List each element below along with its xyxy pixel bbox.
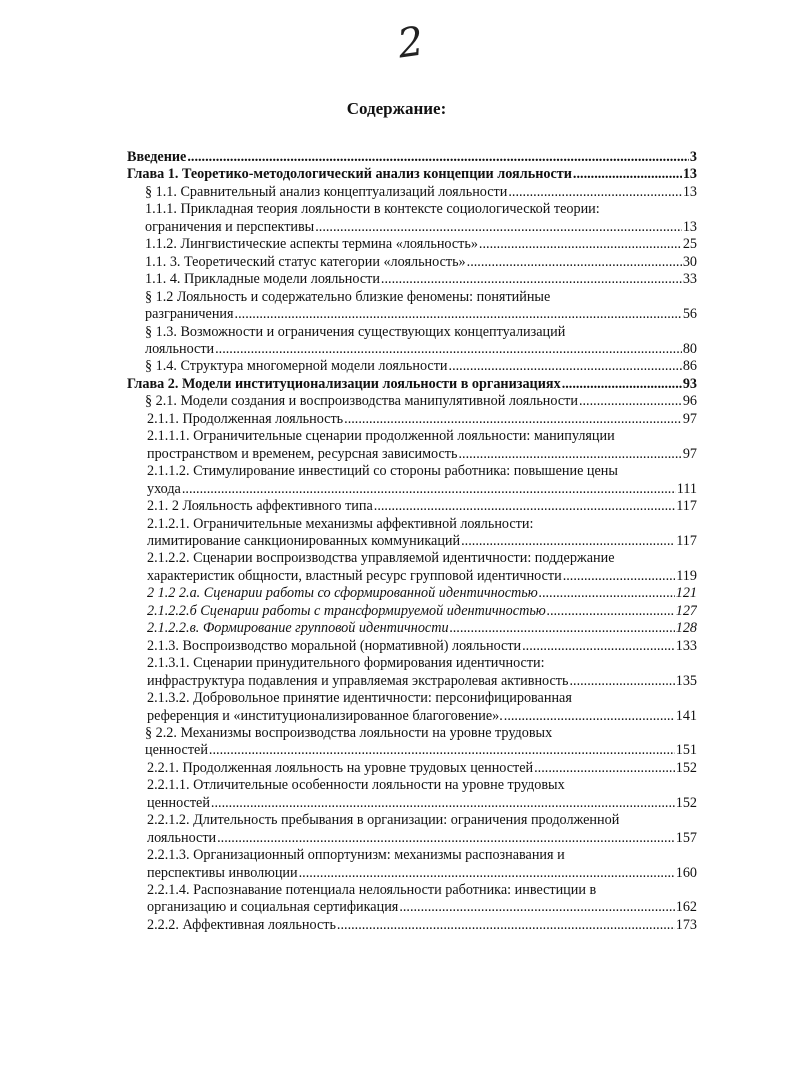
toc-entry[interactable] <box>127 585 697 602</box>
toc-leader-dots <box>458 446 681 463</box>
toc-entry-text: 1.1. 4. Прикладные модели лояльности <box>145 271 380 288</box>
toc-page-number: 133 <box>675 637 697 654</box>
toc-page-number: 152 <box>675 759 697 776</box>
toc-entry-text: 2.1.3.1. Сценарии принудительного формирования идентичности: <box>147 655 545 672</box>
toc-entry[interactable] <box>127 550 697 585</box>
toc-entry[interactable] <box>127 184 697 201</box>
toc-entry-text: 2.2.1.1. Отличительные особенности лояльности на уровне трудовых <box>147 777 565 794</box>
toc-page-number: 160 <box>675 864 697 881</box>
page-title: Содержание: <box>346 99 447 118</box>
toc-entry[interactable] <box>127 254 697 271</box>
toc-entry-text: ценностей <box>145 742 208 759</box>
toc-entry-text: референция и «институционализированное благоговение». <box>147 707 503 724</box>
toc-leader-dots <box>569 673 674 690</box>
toc-entry[interactable] <box>127 760 697 777</box>
toc-entry-text: ценностей <box>147 794 210 811</box>
toc-page-number: 25 <box>682 236 697 253</box>
toc-page-number: 13 <box>682 166 697 183</box>
toc-entry-text: 2.1. 2 Лояльность аффективного типа <box>147 498 373 515</box>
toc-page-number: 93 <box>682 375 697 392</box>
toc-entry-text: § 2.2. Механизмы воспроизводства лояльности на уровне трудовых <box>145 724 553 741</box>
toc-entry[interactable] <box>127 271 697 288</box>
toc-leader-dots <box>381 271 682 288</box>
toc-entry-text: Глава 2. Модели институционализации лояльности в организациях <box>127 375 561 392</box>
page-number: 2 <box>394 18 427 68</box>
toc-page-number: 117 <box>676 498 697 515</box>
toc-leader-dots <box>209 742 675 759</box>
toc-page-number: 30 <box>682 253 697 270</box>
toc-leader-dots <box>539 585 675 602</box>
toc-page-number: 96 <box>682 393 697 410</box>
toc-page-number: 86 <box>682 358 697 375</box>
toc-entry[interactable] <box>127 393 697 410</box>
toc-page-number: 141 <box>675 707 697 724</box>
toc-leader-dots <box>479 236 682 253</box>
toc-entry-text: разграничения <box>145 306 234 323</box>
toc-entry-text: 2.2.1.2. Длительность пребывания в организации: ограничения продолженной <box>147 812 620 829</box>
toc-entry[interactable] <box>127 638 697 655</box>
toc-entry[interactable] <box>127 725 697 760</box>
toc-leader-dots <box>534 760 675 777</box>
toc-leader-dots <box>450 620 675 637</box>
toc-leader-dots <box>461 533 675 550</box>
toc-entry[interactable] <box>127 376 697 393</box>
toc-leader-dots <box>467 254 682 271</box>
toc-page-number: 111 <box>676 480 697 497</box>
toc-entry[interactable] <box>127 777 697 812</box>
toc-leader-dots <box>215 341 682 358</box>
toc-entry[interactable] <box>127 289 697 324</box>
toc-entry-text: 2.1.3.2. Добровольное принятие идентичности: персонифицированная <box>147 690 572 707</box>
toc-page-number: 97 <box>682 445 697 462</box>
toc-page-number: 97 <box>682 410 697 427</box>
toc-entry-text: 2.1.1.1. Ограничительные сценарии продолженной лояльности: манипуляции <box>147 428 615 445</box>
toc-page-number: 80 <box>682 340 697 357</box>
toc-leader-dots <box>211 795 675 812</box>
toc-entry-text: перспективы инволюции <box>147 864 298 881</box>
toc-entry-text: 2.2.1.4. Распознавание потенциала нелояльности работника: инвестиции в <box>147 882 597 899</box>
toc-leader-dots <box>399 899 674 916</box>
toc-leader-dots <box>187 149 689 166</box>
table-of-contents <box>127 149 697 934</box>
toc-leader-dots <box>235 306 682 323</box>
toc-leader-dots <box>337 917 675 934</box>
toc-entry[interactable] <box>127 847 697 882</box>
toc-entry-text: § 1.1. Сравнительный анализ концептуализаций лояльности <box>145 183 508 200</box>
toc-entry[interactable] <box>127 498 697 515</box>
toc-entry[interactable] <box>127 358 697 375</box>
toc-leader-dots <box>299 865 675 882</box>
toc-leader-dots <box>217 830 675 847</box>
toc-leader-dots <box>547 603 675 620</box>
toc-page-number: 117 <box>676 532 697 549</box>
toc-entry[interactable] <box>127 236 697 253</box>
toc-page-number: 13 <box>682 218 697 235</box>
toc-entry-text: § 1.4. Структура многомерной модели лояльности <box>145 358 448 375</box>
toc-page-number: 152 <box>675 794 697 811</box>
toc-entry-text: 2.1.2.2.в. Формирование групповой идентичности <box>147 620 449 637</box>
toc-entry-text: 2.2.2. Аффективная лояльность <box>147 916 336 933</box>
toc-leader-dots <box>562 376 682 393</box>
toc-entry-text: § 1.2 Лояльность и содержательно близкие феномены: понятийные <box>145 288 551 305</box>
toc-leader-dots <box>579 393 682 410</box>
toc-entry[interactable] <box>127 166 697 183</box>
toc-page-number: 121 <box>675 585 697 602</box>
toc-leader-dots <box>315 219 682 236</box>
toc-page-number: 3 <box>689 149 697 165</box>
toc-entry-text: Глава 1. Теоретико-методологический анализ концепции лояльности <box>127 166 572 183</box>
toc-page-number: 33 <box>682 271 697 288</box>
toc-leader-dots <box>344 411 682 428</box>
toc-page-number: 127 <box>675 602 697 619</box>
toc-entry-text: 1.1. 3. Теоретический статус категории «лояльность» <box>145 253 466 270</box>
toc-entry-text: § 2.1. Модели создания и воспроизводства манипулятивной лояльности <box>145 393 578 410</box>
toc-entry[interactable] <box>127 603 697 620</box>
toc-entry-text: 2.1.2.2. Сценарии воспроизводства управляемой идентичности: поддержание <box>147 550 615 567</box>
toc-page-number: 119 <box>676 567 697 584</box>
toc-entry-text: инфраструктура подавления и управляемая экстраролевая активность <box>147 672 569 689</box>
toc-entry[interactable] <box>127 428 697 463</box>
toc-entry-text: 2.1.1. Продолженная лояльность <box>147 410 344 427</box>
toc-entry-text: организацию и социальная сертификация <box>147 899 399 916</box>
toc-entry[interactable] <box>127 149 697 166</box>
toc-page-number: 162 <box>675 899 697 916</box>
toc-entry-text: 2.1.1.2. Стимулирование инвестиций со стороны работника: повышение цены <box>147 463 618 480</box>
toc-leader-dots <box>522 638 675 655</box>
toc-entry[interactable] <box>127 655 697 690</box>
toc-leader-dots <box>573 166 682 183</box>
toc-entry-text: 2.1.3. Воспроизводство моральной (нормативной) лояльности <box>147 637 522 654</box>
toc-entry-text: лимитирование санкционированных коммуникаций <box>147 532 461 549</box>
toc-entry-text: ухода <box>147 480 181 497</box>
toc-leader-dots <box>563 568 676 585</box>
toc-entry-text: 1.1.2. Лингвистические аспекты термина «лояльность» <box>145 236 478 253</box>
toc-page-number: 128 <box>675 620 697 637</box>
toc-leader-dots <box>374 498 675 515</box>
toc-entry-text: 2.1.2.1. Ограничительные механизмы аффективной лояльности: <box>147 515 534 532</box>
toc-entry[interactable] <box>127 411 697 428</box>
toc-leader-dots <box>504 708 675 725</box>
toc-leader-dots <box>508 184 681 201</box>
toc-leader-dots <box>449 358 682 375</box>
toc-entry-text: 2.1.2.2.б Сценарии работы с трансформируемой идентичностью <box>147 602 546 619</box>
toc-entry[interactable] <box>127 324 697 359</box>
toc-entry-text: ограничения и перспективы <box>145 218 315 235</box>
toc-leader-dots <box>182 481 676 498</box>
toc-entry-text: 2.2.1. Продолженная лояльность на уровне трудовых ценностей <box>147 759 534 776</box>
toc-entry[interactable] <box>127 690 697 725</box>
toc-entry-text: Введение <box>127 149 187 165</box>
toc-entry[interactable] <box>127 620 697 637</box>
toc-entry[interactable] <box>127 201 697 236</box>
toc-entry-text: 2 1.2 2.а. Сценарии работы со сформированной идентичностью <box>147 585 538 602</box>
toc-entry[interactable] <box>127 882 697 917</box>
toc-page-number: 151 <box>675 742 697 759</box>
toc-entry-text: пространством и временем, ресурсная зависимость <box>147 445 458 462</box>
toc-entry-text: лояльности <box>147 829 217 846</box>
toc-entry[interactable] <box>127 917 697 934</box>
toc-entry[interactable] <box>127 463 697 498</box>
toc-entry-text: характеристик общности, властный ресурс групповой идентичности <box>147 567 562 584</box>
toc-entry-text: 2.2.1.3. Организационный оппортунизм: механизмы распознавания и <box>147 847 565 864</box>
toc-entry[interactable] <box>127 812 697 847</box>
toc-entry[interactable] <box>127 516 697 551</box>
toc-page-number: 135 <box>675 672 697 689</box>
toc-page-number: 56 <box>682 306 697 323</box>
toc-entry-text: 1.1.1. Прикладная теория лояльности в контексте социологической теории: <box>145 201 600 218</box>
toc-page-number: 173 <box>675 916 697 933</box>
toc-page-number: 13 <box>682 183 697 200</box>
toc-entry-text: § 1.3. Возможности и ограничения существующих концептуализаций <box>145 323 566 340</box>
toc-entry-text: лояльности <box>145 340 215 357</box>
toc-page-number: 157 <box>675 829 697 846</box>
